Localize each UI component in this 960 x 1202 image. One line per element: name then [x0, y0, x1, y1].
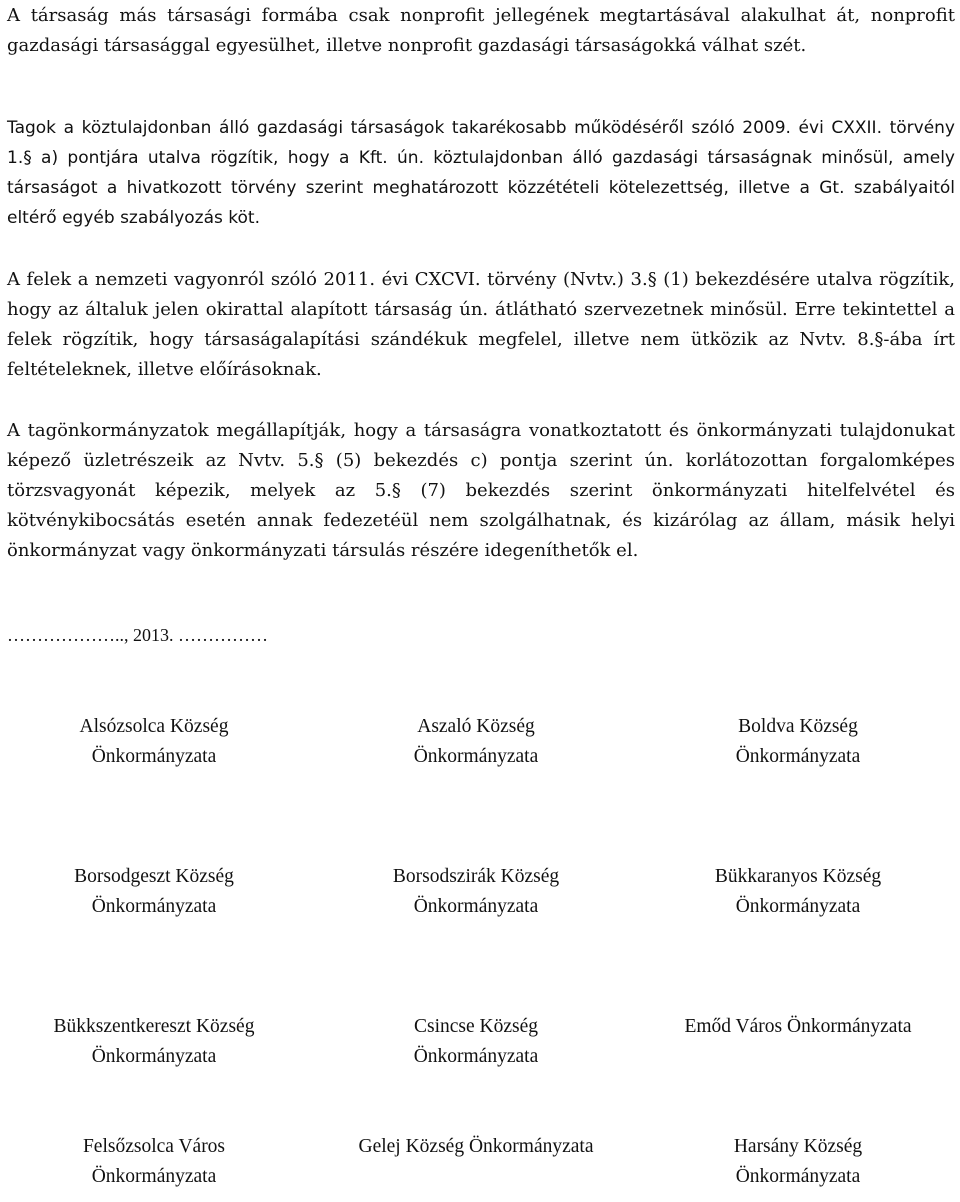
paragraph-transformation: A társaság más társasági formába csak nonprofit jellegének megtartásával alakulhat át, nonprofit gazdasági társasággal egyesülhet, illetve nonprofit gazdasági társaságokká válhat szét.	[7, 5, 955, 56]
signatory-name: Borsodgeszt Község	[74, 866, 234, 887]
signatory-suffix: Önkormányzata	[91, 746, 217, 767]
signatory-suffix: Önkormányzata	[413, 746, 539, 767]
signatory-name: Gelej Község Önkormányzata	[358, 1136, 594, 1157]
signatory-row	[0, 712, 960, 782]
signatory-block	[316, 1012, 636, 1072]
place-date-line: ……………….., 2013. ……………	[7, 625, 268, 645]
signatory-name: Harsány Község	[733, 1136, 863, 1157]
signatory-suffix: Önkormányzata	[91, 1046, 217, 1067]
signatory-name: Bükkszentkereszt Község	[53, 1016, 255, 1037]
signatory-name: Felsőzsolca Város	[82, 1136, 226, 1157]
signatory-block	[638, 862, 958, 922]
signatory-name: Boldva Község	[738, 716, 858, 737]
paragraph-transparent-organization: A felek a nemzeti vagyonról szóló 2011. évi CXCVI. törvény (Nvtv.) 3.§ (1) bekezdésére utalva rögzítik, hogy az általuk jelen okirattal alapított társaság ún. átlátható szervezetnek minősül. Erre tekintettel a felek rögzítik, hogy társaságalapítási szándékuk megfelel, illetve nem ütközik az Nvtv. 8.§-ába írt feltételeknek, illetve előírásoknak.	[7, 269, 955, 380]
signatory-suffix: Önkormányzata	[735, 746, 861, 767]
signatory-name: Aszaló Község	[417, 716, 535, 737]
signatory-suffix: Önkormányzata	[735, 1166, 861, 1187]
signatory-row	[0, 862, 960, 932]
paragraph-public-ownership: Tagok a köztulajdonban álló gazdasági társaságok takarékosabb működéséről szóló 2009. évi CXXII. törvény 1.§ a) pontjára utalva rögzítik, hogy a Kft. ún. köztulajdonban álló gazdasági társaságnak minősül, amely társaságot a hivatkozott törvény szerint meghatározott közzétételi kötelezettség, illetve a Gt. szabályaitól eltérő egyéb szabályozás köt.	[7, 118, 955, 228]
signatory-suffix: Önkormányzata	[91, 1166, 217, 1187]
signatory-name: Borsodszirák Község	[392, 866, 560, 887]
signatory-block	[0, 1132, 314, 1192]
paragraph-property-status: A tagönkormányzatok megállapítják, hogy a társaságra vonatkoztatott és önkormányzati tulajdonukat képező üzletrészeik az Nvtv. 5.§ (5) bekezdés c) pontja szerint ún. korlátozottan forgalomképes törzsvagyonát képezik, melyek az 5.§ (7) bekezdés szerint önkormányzati hitelfelvétel és kötvénykibocsátás esetén annak fedezetéül nem szolgálhatnak, és kizárólag az állam, másik helyi önkormányzat vagy önkormányzati társulás részére idegeníthetők el.	[7, 420, 955, 561]
signatory-block	[0, 862, 314, 922]
signatory-suffix: Önkormányzata	[91, 896, 217, 917]
signatory-name: Alsózsolca Község	[79, 716, 229, 737]
signatory-block	[316, 712, 636, 772]
signatory-block	[638, 1012, 958, 1042]
signatory-block	[0, 712, 314, 772]
signatory-block	[316, 862, 636, 922]
signatory-suffix: Önkormányzata	[413, 1046, 539, 1067]
signatory-block	[316, 1132, 636, 1162]
signatory-block	[0, 1012, 314, 1072]
signatory-row	[0, 1012, 960, 1082]
signatory-suffix: Önkormányzata	[735, 896, 861, 917]
signatory-block	[638, 712, 958, 772]
signatory-name: Bükkaranyos Község	[714, 866, 882, 887]
signatory-suffix: Önkormányzata	[413, 896, 539, 917]
signatory-block	[638, 1132, 958, 1192]
signatory-name: Csincse Község	[413, 1016, 539, 1037]
signatory-name: Emőd Város Önkormányzata	[684, 1016, 912, 1037]
